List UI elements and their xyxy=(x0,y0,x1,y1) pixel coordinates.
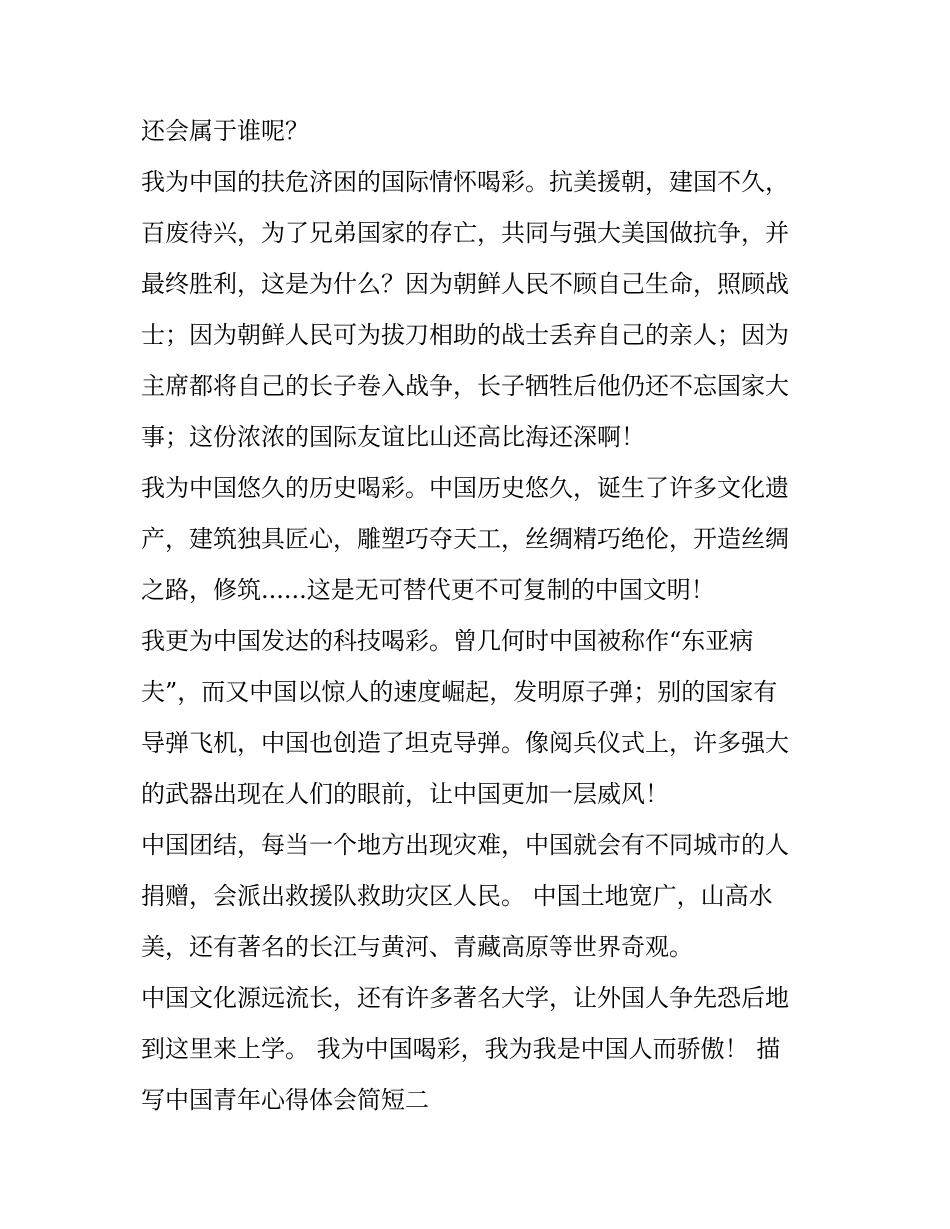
text-line: 还会属于谁呢？ xyxy=(141,117,309,145)
body-text xyxy=(141,106,821,1126)
text-line: 最终胜利，这是为什么？因为朝鲜人民不顾自己生命，照顾战 xyxy=(141,270,789,298)
text-line: 中国文化源远流长，还有许多著名大学，让外国人争先恐后地 xyxy=(141,984,789,1012)
text-line: 主席都将自己的长子卷入战争，长子牺牲后他仍还不忘国家大 xyxy=(141,372,789,400)
text-line: 捐赠，会派出救援队救助灾区人民。 中国土地宽广，山高水 xyxy=(141,882,773,910)
text-line: 美，还有著名的长江与黄河、青藏高原等世界奇观。 xyxy=(141,933,693,961)
text-line: 事；这份浓浓的国际友谊比山还高比海还深啊！ xyxy=(141,423,645,451)
text-line: 的武器出现在人们的眼前，让中国更加一层威风！ xyxy=(141,780,669,808)
text-line: 到这里来上学。 我为中国喝彩，我为我是中国人而骄傲！ 描 xyxy=(141,1035,781,1063)
text-line: 我为中国的扶危济困的国际情怀喝彩。抗美援朝，建国不久， xyxy=(141,168,789,196)
text-line: 夫”，而又中国以惊人的速度崛起，发明原子弹；别的国家有 xyxy=(141,678,778,706)
text-line: 我为中国悠久的历史喝彩。中国历史悠久，诞生了许多文化遗 xyxy=(141,474,789,502)
text-line: 我更为中国发达的科技喝彩。曾几何时中国被称作“东亚病 xyxy=(141,627,754,655)
text-line: 中国团结，每当一个地方出现灾难，中国就会有不同城市的人 xyxy=(141,831,789,859)
text-line: 士；因为朝鲜人民可为拔刀相助的战士丢弃自己的亲人；因为 xyxy=(141,321,789,349)
text-line: 产，建筑独具匠心，雕塑巧夺天工，丝绸精巧绝伦，开造丝绸 xyxy=(141,525,789,553)
text-line: 之路，修筑......这是无可替代更不可复制的中国文明！ xyxy=(141,576,715,604)
text-line: 写中国青年心得体会简短二 xyxy=(141,1086,429,1114)
text-line: 百废待兴，为了兄弟国家的存亡，共同与强大美国做抗争，并 xyxy=(141,219,789,247)
text-line: 导弹飞机，中国也创造了坦克导弹。像阅兵仪式上，许多强大 xyxy=(141,729,789,757)
